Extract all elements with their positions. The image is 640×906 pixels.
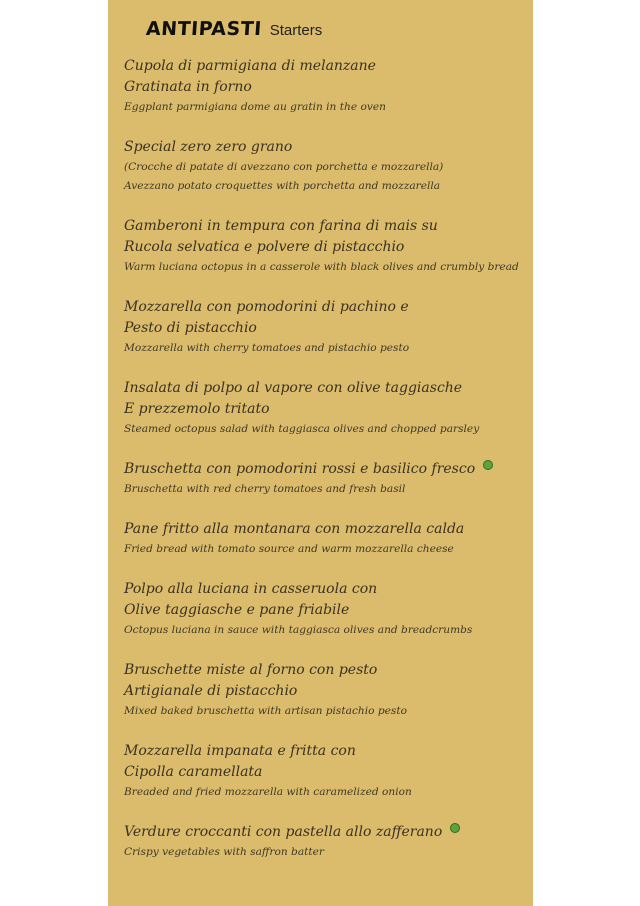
dish-name-text: Mozzarella con pomodorini di pachino e (124, 299, 409, 315)
dish-name-italian (124, 399, 525, 420)
dish-description-english: Bruschetta with red cherry tomatoes and fresh basil (124, 483, 406, 495)
dish-name-text: Pane fritto alla montanara con mozzarella calda (124, 521, 465, 537)
dish-name-text: Insalata di polpo al vapore con olive taggiasche (124, 380, 463, 396)
dish-name-text: Verdure croccanti con pastella allo zafferano (124, 824, 443, 840)
dish-name-italian (124, 56, 525, 77)
dish-description-english: Fried bread with tomato source and warm mozzarella cheese (124, 543, 454, 555)
dish-description-english: Crispy vegetables with saffron batter (124, 846, 324, 858)
section-header (146, 18, 322, 40)
dish-description-english: Steamed octopus salad with taggiasca olives and chopped parsley (124, 423, 480, 435)
dish-name-text: Artigianale di pistacchio (124, 683, 298, 699)
dish-name-italian (124, 822, 525, 843)
dish-name-italian (124, 762, 525, 783)
dish-name-italian (124, 459, 525, 480)
menu-item (124, 660, 525, 721)
dish-name-text: Cipolla caramellata (124, 764, 263, 780)
dish-name-text: Mozzarella impanata e fritta con (124, 743, 356, 759)
menu-item (124, 56, 525, 117)
menu-item (124, 519, 525, 559)
dish-name-text: Gamberoni in tempura con farina di mais su (124, 218, 438, 234)
dish-name-text: Polpo alla luciana in casseruola con (124, 581, 378, 597)
menu-page (108, 0, 533, 906)
dish-name-italian (124, 660, 525, 681)
leaf-icon (450, 823, 460, 833)
dish-name-text: Rucola selvatica e polvere di pistacchio (124, 239, 405, 255)
dish-description-english: Mozzarella with cherry tomatoes and pistachio pesto (124, 342, 410, 354)
dish-name-text: Pesto di pistacchio (124, 320, 257, 336)
dish-name-italian (124, 579, 525, 600)
dish-description-english: Breaded and fried mozzarella with caramelized onion (124, 786, 412, 798)
menu-item (124, 741, 525, 802)
dish-description-english: Eggplant parmigiana dome au gratin in the oven (124, 101, 386, 113)
menu-item (124, 579, 525, 640)
dish-name-italian (124, 137, 525, 158)
dish-name-italian (124, 681, 525, 702)
leaf-icon (483, 460, 493, 470)
dish-name-text: Cupola di parmigiana di melanzane (124, 58, 376, 74)
menu-item (124, 822, 525, 862)
dish-name-italian (124, 741, 525, 762)
dish-name-italian (124, 77, 525, 98)
menu-item (124, 297, 525, 358)
dish-description-english: Octopus luciana in sauce with taggiasca olives and breadcrumbs (124, 624, 473, 636)
menu-item (124, 378, 525, 439)
dish-name-italian (124, 318, 525, 339)
dish-description-english: Avezzano potato croquettes with porchetta and mozzarella (124, 180, 441, 192)
menu-item-list (124, 56, 525, 882)
dish-name-italian (124, 237, 525, 258)
dish-name-italian (124, 378, 525, 399)
dish-name-text: Special zero zero grano (124, 139, 293, 155)
dish-name-text: Olive taggiasche e pane friabile (124, 602, 350, 618)
dish-description-english: Mixed baked bruschetta with artisan pistachio pesto (124, 705, 407, 717)
dish-name-italian (124, 600, 525, 621)
dish-name-text: Gratinata in forno (124, 79, 252, 95)
dish-name-italian (124, 216, 525, 237)
menu-item (124, 459, 525, 499)
dish-description-english: Warm luciana octopus in a casserole with black olives and crumbly bread (124, 261, 519, 273)
menu-item (124, 137, 525, 196)
dish-name-text: E prezzemolo tritato (124, 401, 270, 417)
menu-item (124, 216, 525, 277)
dish-name-italian (124, 519, 525, 540)
dish-name-text: Bruschetta con pomodorini rossi e basilico fresco (124, 461, 476, 477)
dish-name-text: Bruschette miste al forno con pesto (124, 662, 378, 678)
dish-name-italian (124, 297, 525, 318)
section-subtitle: Starters (269, 22, 323, 39)
section-title: ANTIPASTI (145, 18, 263, 40)
dish-description-english: (Crocche di patate di avezzano con porchetta e mozzarella) (124, 161, 444, 173)
